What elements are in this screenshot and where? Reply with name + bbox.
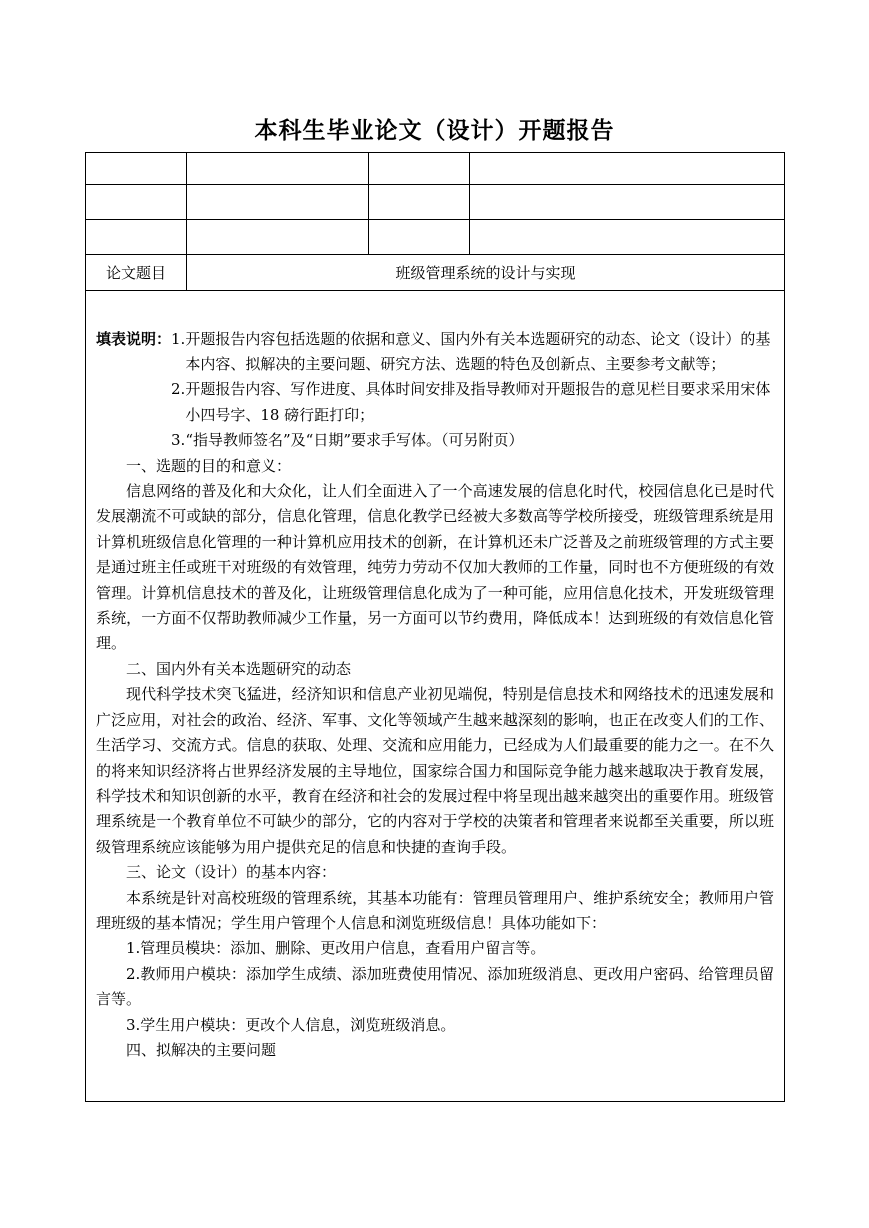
instruction-number: 2. — [171, 380, 186, 399]
instruction-text: “指导教师签名”及“日期”要求手写体。（可另附页） — [185, 431, 524, 450]
instruction-text: 开题报告内容、写作进度、具体时间安排及指导教师对开题报告的意见栏目要求采用宋体小四号字、18 磅行距打印； — [185, 380, 771, 424]
table-cell — [470, 185, 785, 220]
instruction-number: 3. — [171, 431, 186, 450]
instructions — [96, 327, 774, 454]
instruction-item — [171, 428, 774, 453]
section-paragraph: 现代科学技术突飞猛进，经济知识和信息产业初见端倪，特别是信息技术和网络技术的迅速发展和广泛应用，对社会的政治、经济、军事、文化等领域产生越来越深刻的影响，也正在改变人们的工作、生活学习、交流方式。信息的获取、处理、交流和应用能力，已经成为人们最重要的能力之一。在不久的将来知识经济将占世界经济发展的主导地位，国家综合国力和国际竞争能力越来越取决于教育发展，科学技术和知识创新的水平，教育在经济和社会的发展过程中将呈现出越来越突出的重要作用。班级管理系统是一个教育单位不可缺少的部分，它的内容对于学校的决策者和管理者来说都至关重要，所以班级管理系统应该能够为用户提供充足的信息和快捷的查询手段。 — [96, 685, 774, 856]
instructions-head: 填表说明： — [96, 329, 172, 348]
report-table — [85, 152, 785, 1102]
table-cell — [187, 185, 369, 220]
section-paragraph: 信息网络的普及化和大众化，让人们全面进入了一个高速发展的信息化时代，校园信息化已是时代发展潮流不可或缺的部分，信息化管理，信息化教学已经被大多数高等学校所接受，班级管理系统是用计算机班级信息化管理的一种计算机应用技术的创新，在计算机还未广泛普及之前班级管理的方式主要是通过班主任或班干对班级的有效管理，纯劳力劳动不仅加大教师的工作量，同时也不方便班级的有效管理。计算机信息技术的普及化，让班级管理信息化成为了一种可能，应用信息化技术，开发班级管理系统，一方面不仅帮助教师减少工作量，另一方面可以节约费用，降低成本！达到班级的有效信息化管理。 — [96, 482, 774, 653]
section-heading: 三、论文（设计）的基本内容： — [126, 863, 337, 882]
table-cell — [86, 153, 187, 185]
section-heading: 一、选题的目的和意义： — [126, 456, 292, 475]
section-heading: 二、国内外有关本选题研究的动态 — [126, 659, 352, 678]
body-row — [86, 291, 785, 1102]
instruction-item — [171, 327, 774, 378]
body-cell — [86, 291, 785, 1102]
instruction-text: 开题报告内容包括选题的依据和意义、国内外有关本选题研究的动态、论文（设计）的基本内容、拟解决的主要问题、研究方法、选题的特色及创新点、主要参考文献等； — [185, 329, 771, 374]
table-cell — [86, 220, 187, 255]
table-cell — [187, 153, 369, 185]
table-cell — [470, 153, 785, 185]
list-item: 3.学生用户模块：更改个人信息，浏览班级消息。 — [126, 1015, 456, 1034]
table-cell — [470, 220, 785, 255]
list-item: 2.教师用户模块：添加学生成绩、添加班费使用情况、添加班级消息、更改用户密码、给管理员留言等。 — [96, 964, 774, 1009]
table-cell — [86, 185, 187, 220]
section-heading: 四、拟解决的主要问题 — [126, 1040, 277, 1059]
instruction-number: 1. — [171, 329, 186, 348]
list-item: 1.管理员模块：添加、删除、更改用户信息，查看用户留言等。 — [126, 939, 546, 958]
table-cell — [187, 220, 369, 255]
table-row — [86, 153, 785, 185]
page-title: 本科生毕业论文（设计）开题报告 — [254, 118, 615, 144]
table-row — [86, 185, 785, 220]
instruction-item — [171, 377, 774, 428]
topic-value: 班级管理系统的设计与实现 — [187, 255, 785, 291]
topic-label: 论文题目 — [86, 255, 187, 291]
table-row — [86, 220, 785, 255]
table-cell — [369, 153, 470, 185]
topic-row — [86, 255, 785, 291]
section-paragraph: 本系统是针对高校班级的管理系统，其基本功能有：管理员管理用户、维护系统安全；教师用户管理班级的基本情况；学生用户管理个人信息和浏览班级信息！具体功能如下： — [96, 888, 774, 932]
table-cell — [369, 185, 470, 220]
table-cell — [369, 220, 470, 255]
